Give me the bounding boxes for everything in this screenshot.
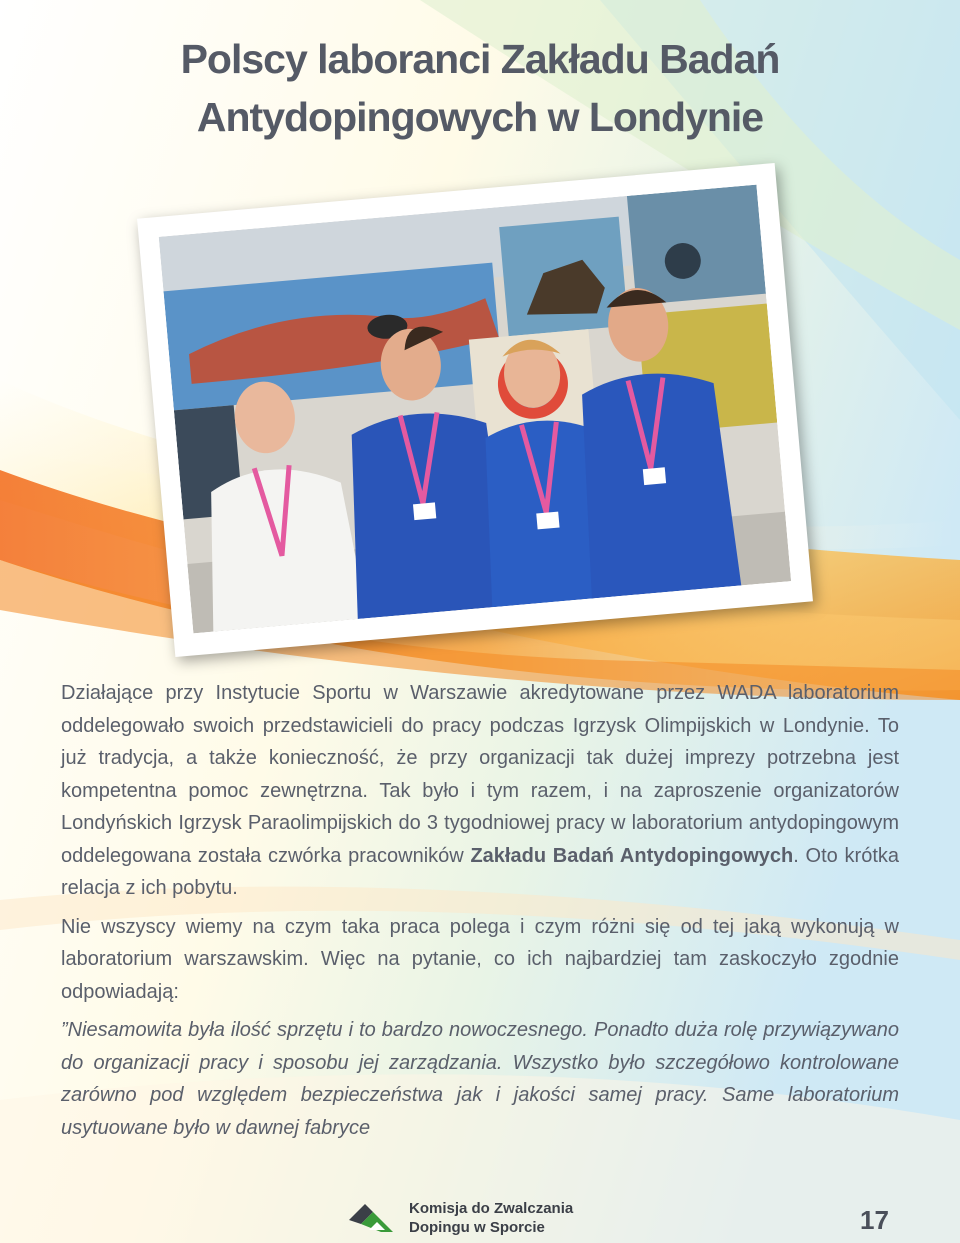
photo-frame [137, 163, 813, 657]
paragraph-1 [61, 677, 899, 905]
organization-logo [343, 1196, 603, 1240]
team-photo [159, 185, 791, 634]
logo-mark-icon [343, 1196, 403, 1240]
team-photo-illustration [159, 185, 791, 634]
article-body [61, 677, 899, 1150]
page-number: 17 [860, 1205, 889, 1235]
paragraph-1-bold: Zakładu Badań Antydopingowych [470, 844, 794, 867]
title-line-1: Polscy laboranci Zakładu Badań [180, 36, 780, 82]
paragraph-2: Nie wszyscy wiemy na czym taka praca polega i czym różni się od tej jaką wykonują w laboratorium warszawskim. Więc na pytanie, co ich najbardziej tam zaskoczyło zgodnie odpowiadają: [61, 915, 899, 1003]
paragraph-3-quote: ”Niesamowita była ilość sprzętu i to bardzo nowoczesnego. Ponadto duża rolę przywiązywano do organizacji pracy i sposobu jej zarządzania. Wszystko było szczegółowo kontrolowane zarówno pod względem bezpieczeństwa jak i jakości samej pracy. Same laboratorium usytuowane było w dawnej fabryce [61, 1019, 899, 1139]
paragraph-1-text-b: . Oto krótka relacja z ich pobytu. [61, 844, 899, 899]
logo-text-line-2: Dopingu w Sporcie [409, 1219, 545, 1236]
title-line-2: Antydopingowych w Londynie [196, 94, 764, 140]
logo-text-line-1: Komisja do Zwalczania [409, 1200, 574, 1217]
page-title [60, 30, 900, 146]
paragraph-1-text-a: Działające przy Instytucie Sportu w Warszawie akredytowane przez WADA laboratorium oddelegowało swoich przedstawicieli do pracy podczas Igrzysk Olimpijskich w Londynie. To już tradycja, a także konieczność, że przy organizacji tak dużej imprezy potrzebna jest kompetentna pomoc zewnętrzna. Tak było i tym razem, i na zaproszenie organizatorów Londyńskich Igrzysk Paraolimpijskich do 3 tygodniowej pracy w laboratorium antydopingowym oddelegowana została czwórka pracowników [61, 682, 899, 867]
